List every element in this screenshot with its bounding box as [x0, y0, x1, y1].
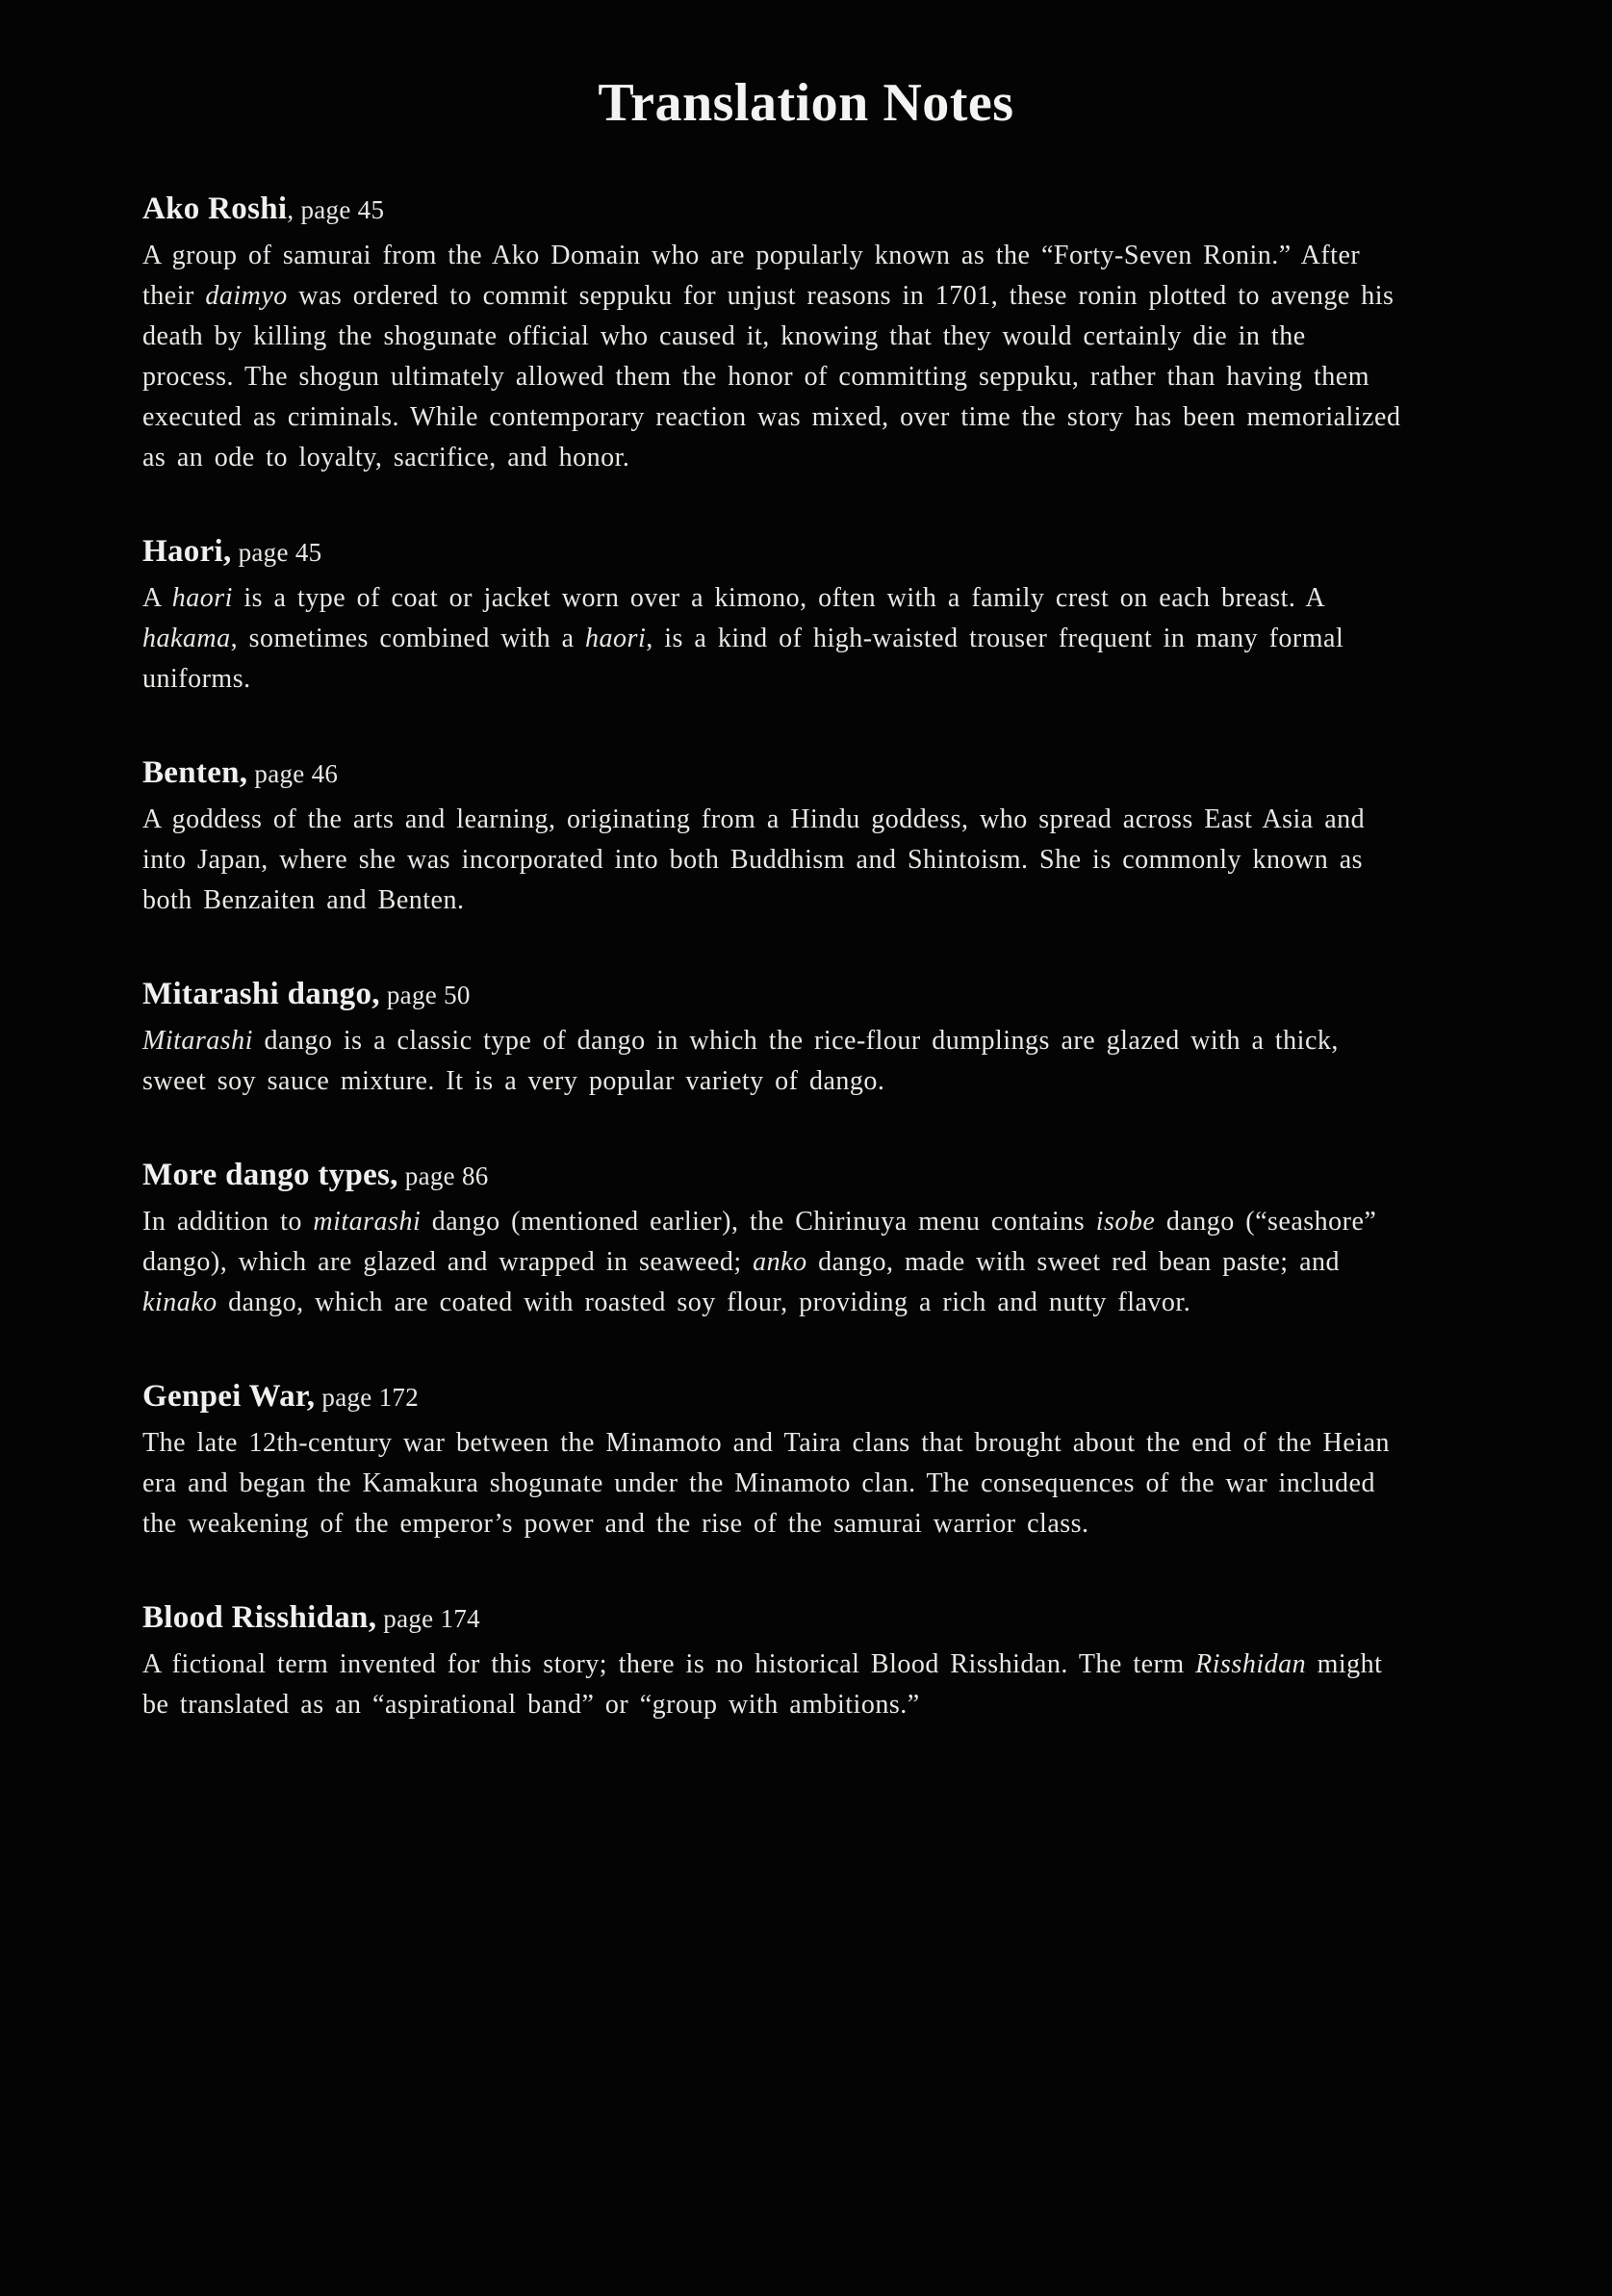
note-body — [142, 800, 1408, 921]
note-term: Blood Risshidan, — [142, 1600, 377, 1636]
body-text: , is a kind of high-waisted trouser frequent in many formal uniforms. — [142, 624, 1344, 695]
note-term: Haori, — [142, 534, 232, 570]
italic-term: isobe — [1095, 1207, 1156, 1237]
note-heading — [142, 752, 1408, 795]
italic-term: daimyo — [205, 281, 288, 312]
italic-term: haori — [171, 583, 233, 614]
note-page-ref: page 45 — [231, 538, 322, 568]
note-page-ref: , page 45 — [287, 195, 385, 225]
note-section — [142, 1375, 1408, 1544]
note-heading — [142, 188, 1408, 231]
italic-term: hakama — [142, 624, 231, 654]
note-term: More dango types, — [142, 1158, 398, 1193]
body-text: dango is a classic type of dango in which the rice-flour dumplings are glazed with a thick, sweet soy sauce mixture. It is a very popular variety of dango. — [142, 1026, 1339, 1097]
note-body — [142, 1202, 1408, 1323]
body-text: , sometimes combined with a — [230, 624, 586, 654]
note-section — [142, 1596, 1408, 1725]
note-term: Benten, — [142, 755, 248, 791]
note-term: Genpei War, — [142, 1379, 316, 1415]
note-term: Mitarashi dango, — [142, 977, 380, 1012]
note-heading — [142, 1154, 1408, 1197]
body-text: dango, made with sweet red bean paste; and — [806, 1247, 1341, 1278]
note-page-ref: page 46 — [247, 759, 339, 789]
note-section — [142, 973, 1408, 1102]
note-page-ref: page 50 — [379, 981, 471, 1010]
note-section — [142, 530, 1408, 700]
note-body — [142, 236, 1408, 478]
italic-term: Risshidan — [1195, 1649, 1307, 1680]
note-heading — [142, 530, 1408, 574]
italic-term: kinako — [142, 1288, 217, 1318]
body-text: dango, which are coated with roasted soy flour, providing a rich and nutty flavor. — [217, 1288, 1191, 1318]
body-text: dango (“seashore” dango), which are glazed and wrapped in seaweed; — [142, 1207, 1377, 1278]
italic-term: Mitarashi — [142, 1026, 253, 1057]
body-text: was ordered to commit seppuku for unjust reasons in 1701, these ronin plotted to avenge his death by killing the shogunate official who caused it, knowing that they would certainly die in the process. The shogun ultimately allowed them the honor of committing seppuku, rather than having them executed as criminals. While contemporary reaction was mixed, over time the story has been memorialized as an ode to loyalty, sacrifice, and honor. — [142, 281, 1401, 473]
italic-term: anko — [753, 1247, 807, 1278]
body-text: The late 12th-century war between the Minamoto and Taira clans that brought about the end of the Heian era and began the Kamakura shogunate under the Minamoto clan. The consequences of the war included the weakening of the emperor’s power and the rise of the samurai warrior class. — [142, 1428, 1391, 1540]
note-body — [142, 578, 1408, 700]
body-text: A — [142, 583, 172, 614]
note-heading — [142, 973, 1408, 1016]
note-page-ref: page 86 — [397, 1161, 489, 1191]
body-text: In addition to — [142, 1207, 314, 1237]
note-term: Ako Roshi — [142, 191, 288, 227]
note-body — [142, 1021, 1408, 1102]
note-section — [142, 752, 1408, 921]
italic-term: haori — [585, 624, 647, 654]
note-heading — [142, 1375, 1408, 1418]
italic-term: mitarashi — [313, 1207, 422, 1237]
note-page-ref: page 172 — [315, 1383, 420, 1413]
body-text: A fictional term invented for this story; there is no historical Blood Risshidan. The term — [142, 1649, 1196, 1680]
body-text: dango (mentioned earlier), the Chirinuya menu contains — [421, 1207, 1096, 1237]
note-heading — [142, 1596, 1408, 1640]
body-text: A goddess of the arts and learning, originating from a Hindu goddess, who spread across East Asia and into Japan, where she was incorporated into both Buddhism and Shintoism. She is commonly known as both Benzaiten and Benten. — [142, 804, 1366, 916]
note-section — [142, 1154, 1408, 1323]
note-body — [142, 1423, 1408, 1544]
note-page-ref: page 174 — [376, 1604, 480, 1634]
body-text: might be translated as an “aspirational band” or “group with ambitions.” — [142, 1649, 1383, 1721]
body-text: is a type of coat or jacket worn over a kimono, often with a family crest on each breast. A — [232, 583, 1324, 614]
note-body — [142, 1645, 1408, 1725]
note-section — [142, 188, 1408, 478]
body-text: A group of samurai from the Ako Domain who are popularly known as the “Forty-Seven Ronin.” After their — [142, 241, 1361, 312]
page-title: Translation Notes — [598, 73, 1014, 133]
notes-list — [142, 188, 1408, 1725]
